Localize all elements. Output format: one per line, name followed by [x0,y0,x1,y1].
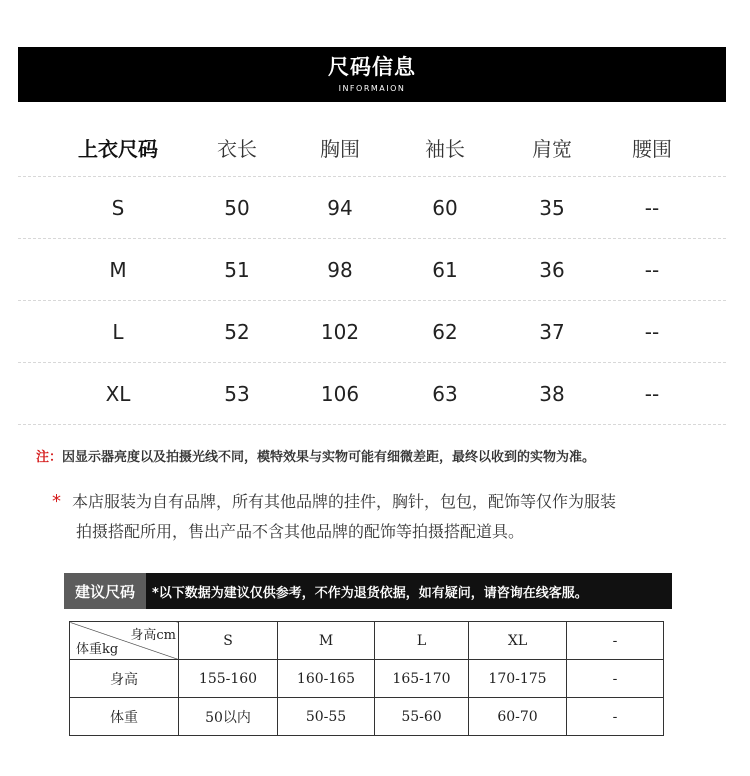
size-table [18,118,726,425]
table-row [18,363,726,425]
table-row [18,301,726,363]
column-header: M [278,622,375,660]
row-label: 体重 [70,698,179,736]
banner-subtitle: INFORMAION [338,84,406,93]
banner-title: 尺码信息 [328,55,416,79]
column-header: XL [469,622,567,660]
display-note [36,446,595,465]
table-cell: 38 [539,381,565,406]
table-cell: -- [644,319,660,344]
suggestion-header-bar [64,573,672,609]
table-cell: - [567,660,664,698]
table-cell: 53 [224,381,250,406]
weight-unit-label: 体重kg [76,642,119,657]
table-cell: S [111,195,125,220]
column-header: L [375,622,469,660]
suggestion-message: *以下数据为建议仅供参考，不作为退货依据，如有疑问，请咨询在线客服。 [152,585,588,601]
brand-disclaimer [52,487,750,547]
table-cell: 60 [432,195,458,220]
table-cell: -- [644,257,660,282]
table-cell: 50以内 [179,698,278,736]
header-cell: 袖长 [425,136,465,161]
header-cell: 腰围 [632,136,672,161]
size-table-header [18,118,726,177]
table-cell: 51 [224,257,250,282]
note-text: 因显示器亮度以及拍摄光线不同，模特效果与实物可能有细微差距，最终以收到的实物为准。 [62,450,596,465]
table-cell: 165-170 [375,660,469,698]
header-cell: 上衣尺码 [78,136,158,161]
table-row [18,177,726,239]
table-cell: 50-55 [278,698,375,736]
table-cell: 62 [432,319,458,344]
table-row [70,698,664,736]
table-cell: 61 [432,257,458,282]
table-cell: 63 [432,381,458,406]
table-cell: 94 [327,195,353,220]
table-row [18,239,726,301]
table-cell: 37 [539,319,565,344]
table-cell: 36 [539,257,565,282]
table-cell: 55-60 [375,698,469,736]
diagonal-header-cell [70,622,179,660]
header-cell: 胸围 [320,136,360,161]
table-row [70,622,664,660]
table-cell: 155-160 [179,660,278,698]
height-unit-label: 身高cm [130,628,176,643]
table-cell: 50 [224,195,250,220]
table-cell: 160-165 [278,660,375,698]
table-cell: 170-175 [469,660,567,698]
suggestion-label: 建议尺码 [64,573,146,609]
disclaimer-line-1: 本店服装为自有品牌，所有其他品牌的挂件，胸针，包包，配饰等仅作为服装 [72,492,617,511]
header-cell: 肩宽 [532,136,572,161]
table-cell: L [112,319,124,344]
table-cell: - [567,698,664,736]
column-header: S [179,622,278,660]
header-cell: 衣长 [217,136,257,161]
asterisk-icon: * [52,491,61,512]
row-label: 身高 [70,660,179,698]
note-label: 注： [36,450,63,465]
table-cell: 98 [327,257,353,282]
section-banner [18,47,726,102]
table-cell: -- [644,381,660,406]
table-cell: 102 [320,319,360,344]
suggested-size-table [69,621,664,736]
table-cell: 52 [224,319,250,344]
table-cell: M [109,257,127,282]
table-cell: XL [105,381,131,406]
column-header: - [567,622,664,660]
table-cell: -- [644,195,660,220]
disclaimer-line-2: 拍摄搭配所用，售出产品不含其他品牌的配饰等拍摄搭配道具。 [76,522,525,541]
table-cell: 60-70 [469,698,567,736]
table-cell: 106 [320,381,360,406]
table-cell: 35 [539,195,565,220]
table-row [70,660,664,698]
